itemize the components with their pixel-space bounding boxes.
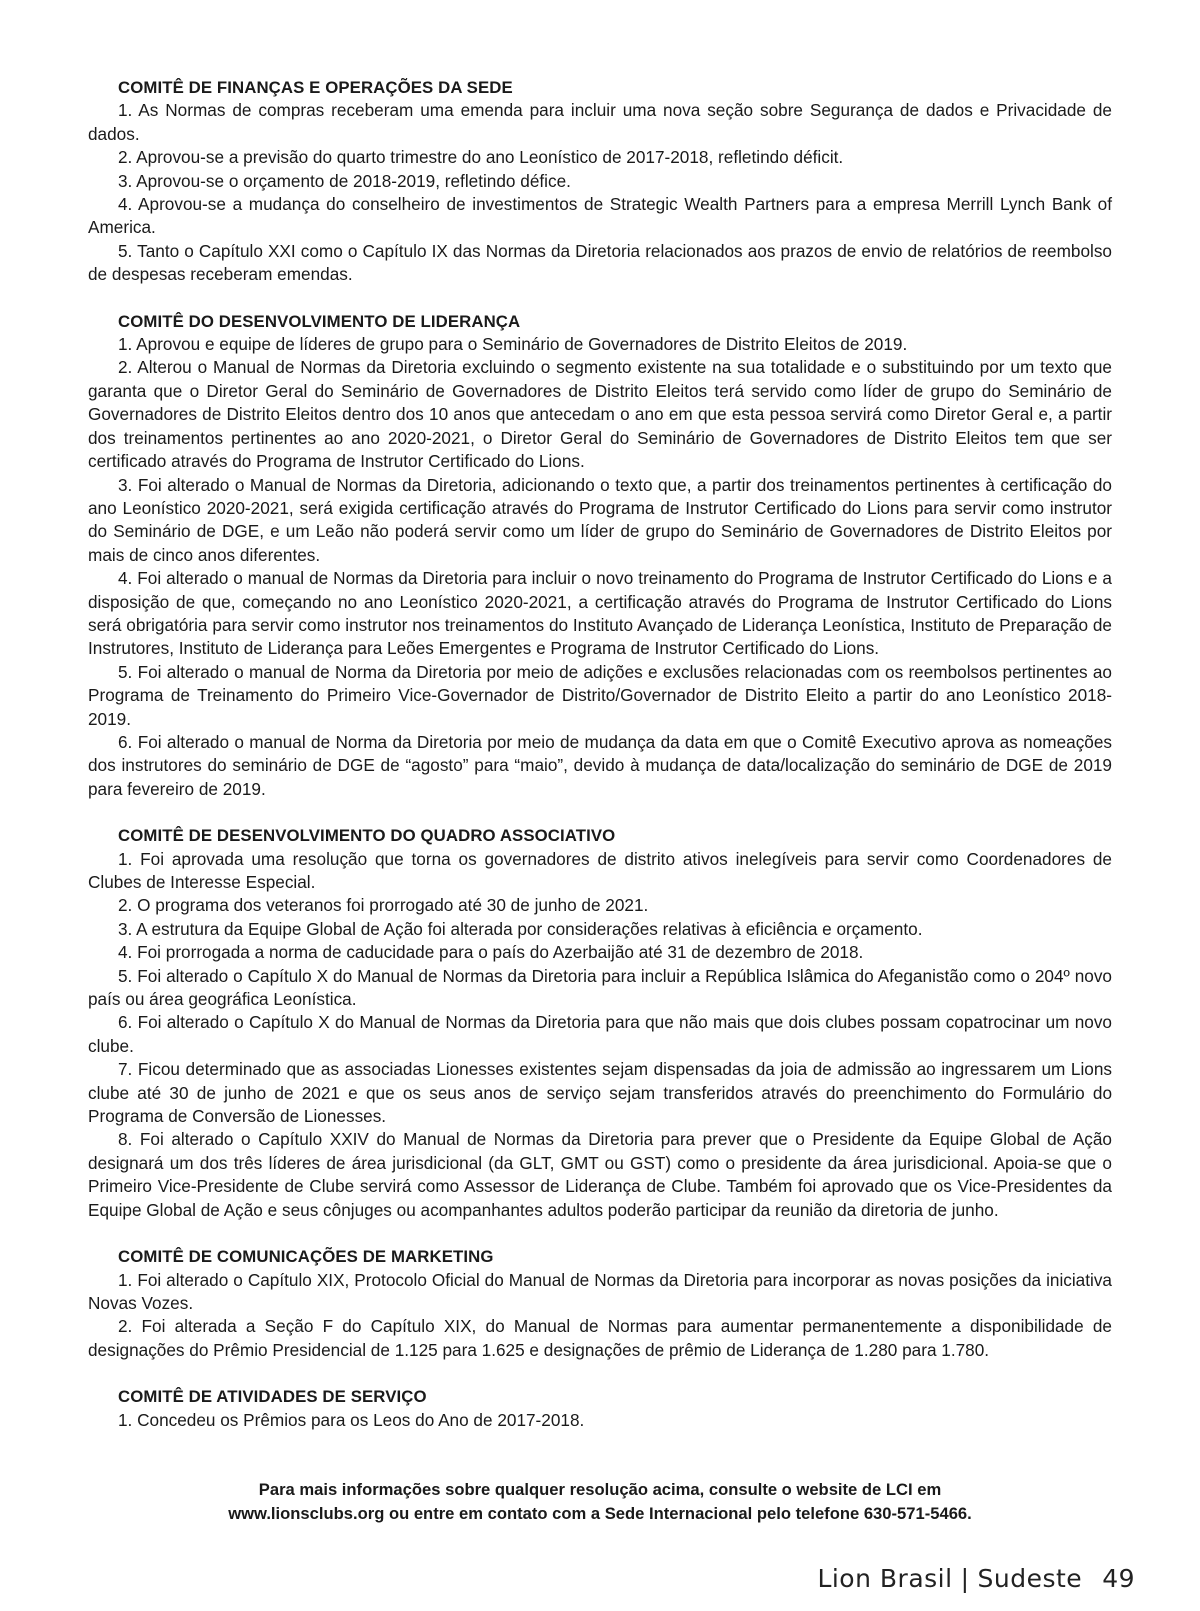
list-item: 1. Aprovou e equipe de líderes de grupo para o Seminário de Governadores de Distrito Eleitos de 2019. [118,334,908,355]
list-item: 5. Foi alterado o manual de Norma da Diretoria por meio de adições e exclusões relacionadas com os reembolsos pertinentes ao Programa de Treinamento do Primeiro Vice-Governador de Distrito/Governador de Distrito Eleito a partir do ano Leonístico 2018-2019. [88,661,1112,729]
list-item: 1. Concedeu os Prêmios para os Leos do Ano de 2017-2018. [118,1409,585,1430]
list-item: 2. Aprovou-se a previsão do quarto trimestre do ano Leonístico de 2017-2018, refletindo déficit. [118,147,844,168]
section-atividades-servico [88,1385,1112,1432]
list-item: 3. A estrutura da Equipe Global de Ação foi alterada por considerações relativas à eficiência e orçamento. [118,918,923,939]
section-title: COMITÊ DE DESENVOLVIMENTO DO QUADRO ASSOCIATIVO [118,826,616,846]
list-item: 5. Foi alterado o Capítulo X do Manual de Normas da Diretoria para incluir a República Islâmica do Afeganistão como o 204º novo país ou área geográfica Leonística. [88,965,1112,1010]
footer-note-line: Para mais informações sobre qualquer resolução acima, consulte o website de LCI em [258,1480,942,1499]
list-item: 2. O programa dos veteranos foi prorrogado até 30 de junho de 2021. [118,895,649,916]
list-item: 5. Tanto o Capítulo XXI como o Capítulo IX das Normas da Diretoria relacionados aos prazos de envio de relatórios de reembolso de despesas receberam emendas. [88,240,1112,285]
page-number: 49 [1102,1564,1135,1593]
section-comunicacoes-marketing [88,1245,1112,1362]
list-item: 2. Alterou o Manual de Normas da Diretoria excluindo o segmento existente na sua totalidade e o substituindo por um texto que garanta que o Diretor Geral do Seminário de Governadores de Distrito Eleitos terá servido como líder de grupo do Seminário de Governadores de Distrito Eleitos dentro dos 10 anos que antecedam o ano em que esta pessoa servirá como Diretor Geral e, a partir dos treinamentos pertinentes ao ano 2020-2021, o Diretor Geral do Seminário de Governadores de Distrito Eleitos tem que ser certificado através do Programa de Instrutor Certificado do Lions. [88,357,1112,472]
list-item: 7. Ficou determinado que as associadas Lionesses existentes sejam dispensadas da joia de admissão ao ingressarem um Lions clube até 30 de junho de 2021 e que os seus anos de serviço sejam transferidos através do preenchimento do Formulário do Programa de Conversão de Lionesses. [88,1059,1112,1127]
list-item: 3. Aprovou-se o orçamento de 2018-2019, refletindo défice. [118,170,571,191]
page-footer [817,1564,1135,1593]
list-item: 6. Foi alterado o manual de Norma da Diretoria por meio de mudança da data em que o Comitê Executivo aprova as nomeações dos instrutores do seminário de DGE de “agosto” para “maio”, devido à mudança de data/localização do seminário de DGE de 2019 para fevereiro de 2019. [88,731,1112,799]
list-item: 1. As Normas de compras receberam uma emenda para incluir uma nova seção sobre Segurança de dados e Privacidade de dados. [88,100,1112,144]
list-item: 3. Foi alterado o Manual de Normas da Diretoria, adicionando o texto que, a partir dos treinamentos pertinentes à certificação do ano Leonístico 2020-2021, será exigida certificação através do Programa de Instrutor Certificado do Lions para servir como instrutor do Seminário de DGE, e um Leão não poderá servir como um líder de grupo do Seminário de Governadores de Distrito Eleitos por mais de cinco anos diferentes. [88,474,1112,565]
section-quadro-associativo [88,824,1112,1222]
list-item: 1. Foi alterado o Capítulo XIX, Protocolo Oficial do Manual de Normas da Diretoria para incorporar as novas posições da iniciativa Novas Vozes. [88,1269,1112,1313]
list-item: 1. Foi aprovada uma resolução que torna os governadores de distrito ativos inelegíveis para servir como Coordenadores de Clubes de Interesse Especial. [88,848,1112,892]
footer-note [88,1478,1112,1526]
document-body [88,76,1112,1455]
list-item: 4. Foi alterado o manual de Normas da Diretoria para incluir o novo treinamento do Programa de Instrutor Certificado do Lions e a disposição de que, começando no ano Leonístico 2020-2021, a certificação através do Programa de Instrutor Certificado do Lions será obrigatória para servir como instrutor nos treinamentos do Instituto Avançado de Liderança Leonística, Instituto de Preparação de Instrutores, Instituto de Liderança para Leões Emergentes e Programa de Instrutor Certificado do Lions. [88,568,1112,659]
edition-name: Sudeste [977,1564,1083,1593]
section-financas [88,76,1112,287]
section-title: COMITÊ DE ATIVIDADES DE SERVIÇO [118,1387,427,1407]
section-title: COMITÊ DE FINANÇAS E OPERAÇÕES DA SEDE [118,78,513,97]
section-lideranca [88,310,1112,802]
list-item: 6. Foi alterado o Capítulo X do Manual de Normas da Diretoria para que não mais que dois clubes possam copatrocinar um novo clube. [88,1012,1112,1056]
publication-name: Lion Brasil [817,1564,953,1593]
list-item: 4. Aprovou-se a mudança do conselheiro de investimentos de Strategic Wealth Partners para a empresa Merrill Lynch Bank of America. [88,194,1112,238]
list-item: 2. Foi alterada a Seção F do Capítulo XIX, do Manual de Normas para aumentar permanentemente a disponibilidade de designações do Prêmio Presidencial de 1.125 para 1.625 e designações de prêmio de Liderança de 1.280 para 1.780. [88,1316,1112,1360]
list-item: 8. Foi alterado o Capítulo XXIV do Manual de Normas da Diretoria para prever que o Presidente da Equipe Global de Ação designará um dos três líderes de área jurisdicional (da GLT, GMT ou GST) como o presidente da área jurisdicional. Apoia-se que o Primeiro Vice-Presidente de Clube servirá como Assessor de Liderança de Clube. Também foi aprovado que os Vice-Presidentes da Equipe Global de Ação e seus cônjuges ou acompanhantes adultos poderão participar da reunião da diretoria de junho. [88,1129,1112,1220]
list-item: 4. Foi prorrogada a norma de caducidade para o país do Azerbaijão até 31 de dezembro de 2018. [118,942,864,963]
section-title: COMITÊ DE COMUNICAÇÕES DE MARKETING [118,1247,494,1267]
footer-separator: | [960,1564,970,1593]
section-title: COMITÊ DO DESENVOLVIMENTO DE LIDERANÇA [118,311,521,331]
footer-note-line: www.lionsclubs.org ou entre em contato com a Sede Internacional pelo telefone 630-571-5466. [228,1504,972,1523]
